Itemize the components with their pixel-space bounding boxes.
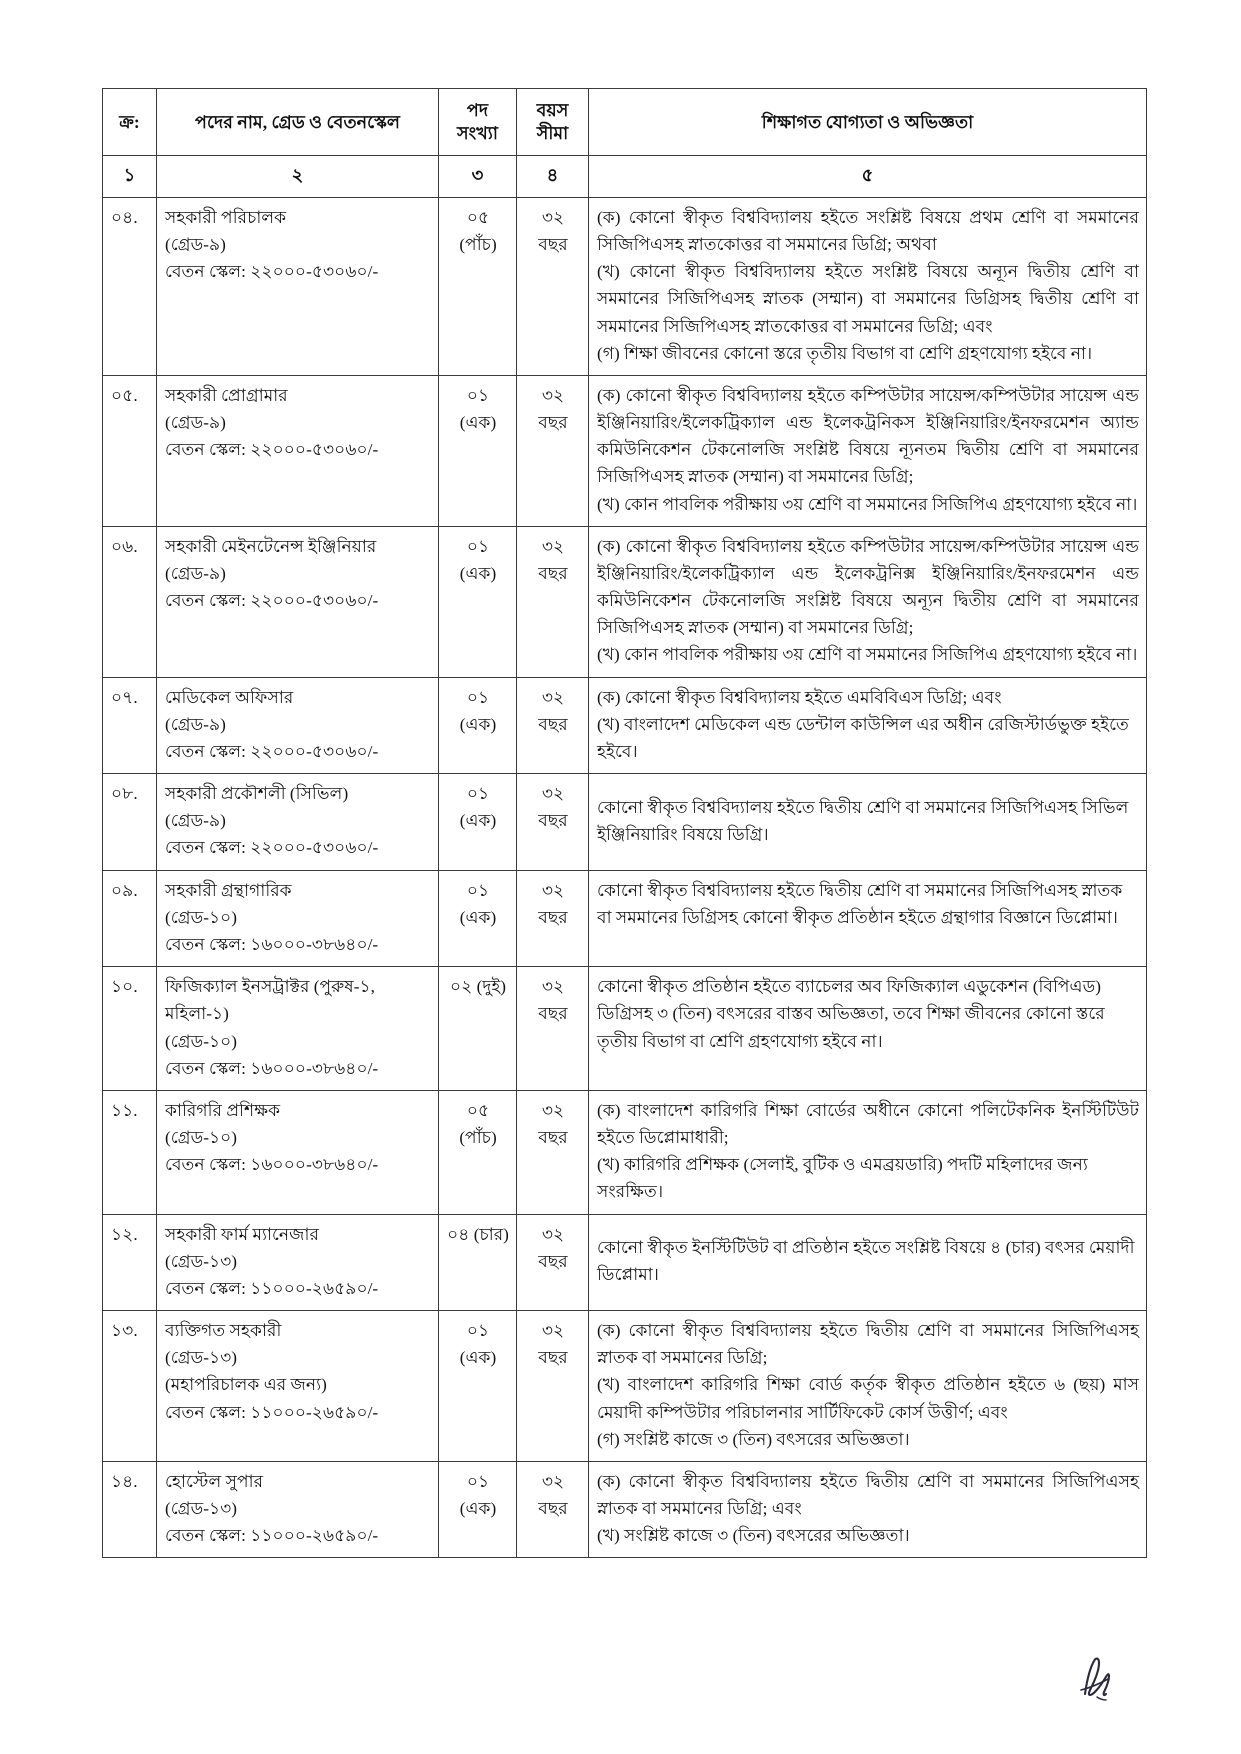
header-age-line1: বয়স bbox=[536, 100, 569, 120]
age-unit: বছর bbox=[538, 1128, 568, 1148]
header-count-line1: পদ bbox=[466, 100, 489, 120]
table-column-number-row bbox=[103, 156, 1147, 197]
cell-post-count: ০৫ (পাঁচ) bbox=[439, 197, 517, 375]
cell-post-count: ০১ (এক) bbox=[439, 774, 517, 871]
post-post-name: মেডিকেল অফিসার bbox=[165, 687, 294, 707]
post-post-name: সহকারী মেইনটেনেন্স ইঞ্জিনিয়ার bbox=[165, 536, 377, 556]
table-row bbox=[103, 774, 1147, 871]
handwritten-signature bbox=[1075, 1650, 1185, 1710]
post-post-scale: বেতন স্কেল: ২২০০০-৫৩০৬০/- bbox=[165, 741, 379, 761]
qualification-clause: (খ) কোনো স্বীকৃত বিশ্ববিদ্যালয় হইতে সংশ্লিষ্ট বিষয়ে অন্যূন দ্বিতীয় শ্রেণি বা সমমানের সিজিপিএসহ স্নাতক (সম্মান) বা সমমানের ডিগ্রিসহ দ্বিতীয় শ্রেণি বা সমমানের সিজিপিএসহ স্নাতকোত্তর বা সমমানের ডিগ্রি; এবং bbox=[597, 262, 1139, 336]
age-value: ৩২ bbox=[541, 977, 565, 997]
post-post-grade: (গ্রেড-১০) bbox=[165, 907, 237, 927]
post-post-grade: (গ্রেড-১৩) bbox=[165, 1499, 237, 1519]
qualification-clause: (ক) বাংলাদেশ কারিগরি শিক্ষা বোর্ডের অধীনে কোনো পলিটেকনিক ইনস্টিটিউট হইতে ডিপ্লোমাধারী; bbox=[597, 1100, 1139, 1148]
post-post-scale: বেতন স্কেল: ২২০০০-৫৩০৬০/- bbox=[165, 440, 379, 460]
signature-icon bbox=[1075, 1650, 1185, 1710]
post-post-scale: বেতন স্কেল: ১১০০০-২৬৫৯০/- bbox=[165, 1402, 379, 1422]
qualification-clause: কোনো স্বীকৃত প্রতিষ্ঠান হইতে ব্যাচেলর অব ফিজিক্যাল এডুকেশন (বিপিএড) ডিগ্রিসহ ৩ (তিন) বৎসরের বাস্তব অভিজ্ঞতা, তবে শিক্ষা জীবনের কোনো স্তরে তৃতীয় বিভাগ বা শ্রেণি গ্রহণযোগ্য হইবে না। bbox=[597, 977, 1105, 1051]
cell-post-count: ০১ (এক) bbox=[439, 1461, 517, 1558]
cell-post-details bbox=[157, 375, 439, 526]
colnum-serial: ১ bbox=[103, 156, 157, 197]
cell-serial: ১৩. bbox=[103, 1311, 157, 1462]
cell-serial: ১০. bbox=[103, 967, 157, 1091]
cell-age-limit bbox=[517, 1214, 589, 1311]
cell-serial: ১৪. bbox=[103, 1461, 157, 1558]
cell-serial: ০৪. bbox=[103, 197, 157, 375]
cell-post-details bbox=[157, 677, 439, 774]
post-post-grade: (গ্রেড-১০) bbox=[165, 1031, 237, 1051]
cell-serial: ০৫. bbox=[103, 375, 157, 526]
cell-serial: ১২. bbox=[103, 1214, 157, 1311]
age-unit: বছর bbox=[538, 714, 568, 734]
cell-post-details bbox=[157, 774, 439, 871]
qualification-clause: কোনো স্বীকৃত ইনস্টিটিউট বা প্রতিষ্ঠান হইতে সংশ্লিষ্ট বিষয়ে ৪ (চার) বৎসর মেয়াদী ডিপ্লোমা। bbox=[597, 1238, 1135, 1285]
qualification-clause: (খ) সংশ্লিষ্ট কাজে ৩ (তিন) বৎসরের অভিজ্ঞতা। bbox=[597, 1526, 910, 1546]
header-cell-serial: ক্র: bbox=[103, 89, 157, 156]
cell-age-limit bbox=[517, 774, 589, 871]
qualification-clause: (খ) কোন পাবলিক পরীক্ষায় ৩য় শ্রেণি বা সমমানের সিজিপিএ গ্রহণযোগ্য হইবে না। bbox=[597, 494, 1138, 514]
post-post-name: সহকারী ফার্ম ম্যানেজার bbox=[165, 1224, 319, 1244]
post-post-grade: (গ্রেড-৯) bbox=[165, 413, 226, 433]
age-unit: বছর bbox=[538, 907, 568, 927]
qualification-clause: (গ) শিক্ষা জীবনের কোনো স্তরে তৃতীয় বিভাগ বা শ্রেণি গ্রহণযোগ্য হইবে না। bbox=[597, 343, 1093, 363]
age-unit: বছর bbox=[538, 563, 568, 583]
qualification-clause: (খ) কারিগরি প্রশিক্ষক (সেলাই, বুটিক ও এমব্রয়ডারি) পদটি মহিলাদের জন্য সংরক্ষিত। bbox=[597, 1155, 1088, 1202]
post-post-grade: (গ্রেড-৯) bbox=[165, 811, 226, 831]
qualification-clause: (খ) কোন পাবলিক পরীক্ষায় ৩য় শ্রেণি বা সমমানের সিজিপিএ গ্রহণযোগ্য হইবে না। bbox=[597, 645, 1138, 665]
post-post-name: হোস্টেল সুপার bbox=[165, 1471, 264, 1491]
cell-age-limit: ৩২ বছর bbox=[517, 375, 589, 526]
cell-age-limit bbox=[517, 1311, 589, 1462]
age-value: ৩২ bbox=[541, 1224, 565, 1244]
colnum-qualification: ৫ bbox=[589, 156, 1147, 197]
header-age-line2: সীমা bbox=[536, 123, 569, 144]
table-row bbox=[103, 677, 1147, 774]
table-row bbox=[103, 967, 1147, 1091]
colnum-count: ৩ bbox=[439, 156, 517, 197]
cell-serial: ১১. bbox=[103, 1090, 157, 1214]
post-post-grade: (গ্রেড-১৩) bbox=[165, 1348, 237, 1368]
colnum-post: ২ bbox=[157, 156, 439, 197]
cell-qualification bbox=[589, 1461, 1147, 1558]
age-unit: বছর bbox=[538, 1251, 568, 1271]
cell-post-count: ০১ (এক) bbox=[439, 870, 517, 967]
cell-age-limit: ৩২ বছর bbox=[517, 197, 589, 375]
cell-qualification bbox=[589, 677, 1147, 774]
age-value: ৩২ bbox=[541, 1100, 565, 1120]
cell-qualification bbox=[589, 967, 1147, 1091]
header-count-line2: সংখ্যা bbox=[457, 123, 498, 144]
cell-post-count: ০৫ (পাঁচ) bbox=[439, 1090, 517, 1214]
qualification-clause: (ক) কোনো স্বীকৃত বিশ্ববিদ্যালয় হইতে দ্বিতীয় শ্রেণি বা সমমানের সিজিপিএসহ স্নাতক বা সমমানের ডিগ্রি; এবং bbox=[597, 1471, 1139, 1519]
post-post-scale: বেতন স্কেল: ১৬০০০-৩৮৬৪০/- bbox=[165, 1058, 379, 1078]
cell-post-details bbox=[157, 1311, 439, 1462]
post-post-scale: বেতন স্কেল: ২২০০০-৫৩০৬০/- bbox=[165, 262, 379, 282]
qualification-clause: কোনো স্বীকৃত বিশ্ববিদ্যালয় হইতে দ্বিতীয় শ্রেণি বা সমমানের সিজিপিএসহ স্নাতক বা সমমানের ডিগ্রিসহ কোনো স্বীকৃত প্রতিষ্ঠান হইতে গ্রন্থাগার বিজ্ঞানে ডিপ্লোমা। bbox=[597, 880, 1123, 927]
cell-post-details bbox=[157, 526, 439, 677]
qualification-clause: (খ) বাংলাদেশ মেডিকেল এন্ড ডেন্টাল কাউন্সিল এর অধীন রেজিস্টার্ডভুক্ত হইতে হইবে। bbox=[597, 714, 1129, 761]
age-unit: বছর bbox=[538, 1348, 568, 1368]
qualification-clause: (ক) কোনো স্বীকৃত বিশ্ববিদ্যালয় হইতে কম্পিউটার সায়েন্স/কম্পিউটার সায়েন্স এন্ড ইঞ্জিনিয়ারিং/ইলেকট্রিক্যাল এন্ড ইলেকট্রনিকস ইঞ্জিনিয়ারিং/ইনফরমেশন অ্যান্ড কমিউনিকেশন টেকনোলজি সংশ্লিষ্ট বিষয়ে ন্যূনতম দ্বিতীয় শ্রেণি বা সমমানের সিজিপিএসহ স্নাতক (সম্মান) বা সমমানের ডিগ্রি; bbox=[597, 385, 1139, 487]
post-post-scale: বেতন স্কেল: ১৬০০০-৩৮৬৪০/- bbox=[165, 935, 379, 954]
cell-age-limit bbox=[517, 870, 589, 967]
colnum-age: ৪ bbox=[517, 156, 589, 197]
cell-serial: ০৯. bbox=[103, 870, 157, 967]
cell-serial: ০৬. bbox=[103, 526, 157, 677]
post-post-name: সহকারী প্রকৌশলী (সিভিল) bbox=[165, 784, 349, 804]
cell-post-count: ০১ (এক) bbox=[439, 375, 517, 526]
post-post-scale: বেতন স্কেল: ১৬০০০-৩৮৬৪০/- bbox=[165, 1155, 379, 1175]
post-post-scale: বেতন স্কেল: ১১০০০-২৬৫৯০/- bbox=[165, 1278, 379, 1298]
post-post-name: সহকারী গ্রন্থাগারিক bbox=[165, 880, 292, 900]
age-value: ৩২ bbox=[541, 880, 565, 900]
table-row bbox=[103, 1461, 1147, 1558]
job-circular-table-container bbox=[102, 88, 1146, 1558]
job-circular-table bbox=[102, 88, 1147, 1558]
cell-age-limit bbox=[517, 1090, 589, 1214]
age-value: ৩২ bbox=[541, 1321, 565, 1341]
cell-post-count: ০৪ (চার) bbox=[439, 1214, 517, 1311]
cell-qualification bbox=[589, 1214, 1147, 1311]
cell-qualification bbox=[589, 870, 1147, 967]
post-post-name: সহকারী প্রোগ্রামার bbox=[165, 385, 288, 405]
table-row bbox=[103, 1090, 1147, 1214]
cell-age-limit bbox=[517, 526, 589, 677]
cell-post-details bbox=[157, 197, 439, 375]
table-row bbox=[103, 197, 1147, 375]
post-post-name2: মহিলা-১) bbox=[165, 1004, 229, 1024]
qualification-clause: (খ) বাংলাদেশ কারিগরি শিক্ষা বোর্ড কর্তৃক স্বীকৃত প্রতিষ্ঠান হইতে ৬ (ছয়) মাস মেয়াদী কম্পিউটার পরিচালনার সার্টিফিকেট কোর্স উত্তীর্ণ; এবং bbox=[597, 1375, 1139, 1422]
post-post-scale: বেতন স্কেল: ২২০০০-৫৩০৬০/- bbox=[165, 591, 379, 611]
cell-age-limit bbox=[517, 1461, 589, 1558]
header-cell-post: পদের নাম, গ্রেড ও বেতনস্কেল bbox=[157, 89, 439, 156]
cell-post-details bbox=[157, 967, 439, 1091]
cell-post-count: ০১ (এক) bbox=[439, 1311, 517, 1462]
table-row bbox=[103, 375, 1147, 526]
qualification-clause: কোনো স্বীকৃত বিশ্ববিদ্যালয় হইতে দ্বিতীয় শ্রেণি বা সমমানের সিজিপিএসহ সিভিল ইঞ্জিনিয়ারিং বিষয়ে ডিগ্রি। bbox=[597, 797, 1129, 844]
qualification-clause: (ক) কোনো স্বীকৃত বিশ্ববিদ্যালয় হইতে সংশ্লিষ্ট বিষয়ে প্রথম শ্রেণি বা সমমানের সিজিপিএসহ স্নাতকোত্তর বা সমমানের ডিগ্রি; অথবা bbox=[597, 207, 1139, 255]
cell-serial: ০৭. bbox=[103, 677, 157, 774]
header-cell-qualification: শিক্ষাগত যোগ্যতা ও অভিজ্ঞতা bbox=[589, 89, 1147, 156]
cell-age-limit bbox=[517, 967, 589, 1091]
cell-age-limit bbox=[517, 677, 589, 774]
post-post-name: কারিগরি প্রশিক্ষক bbox=[165, 1100, 281, 1120]
cell-serial: ০৮. bbox=[103, 774, 157, 871]
post-post-name: ফিজিক্যাল ইনসট্রাক্টর (পুরুষ-১, bbox=[165, 977, 375, 997]
post-post-name: ব্যক্তিগত সহকারী bbox=[165, 1321, 282, 1341]
qualification-clause: (ক) কোনো স্বীকৃত বিশ্ববিদ্যালয় হইতে এমবিবিএস ডিগ্রি; এবং bbox=[597, 687, 1002, 707]
cell-post-details bbox=[157, 1214, 439, 1311]
age-value: ৩২ bbox=[541, 536, 565, 556]
cell-post-details bbox=[157, 870, 439, 967]
cell-post-count: ০১ (এক) bbox=[439, 677, 517, 774]
post-post-name: সহকারী পরিচালক bbox=[165, 207, 287, 227]
post-post-grade: (গ্রেড-১০) bbox=[165, 1128, 237, 1148]
cell-qualification bbox=[589, 1311, 1147, 1462]
qualification-clause: (ক) কোনো স্বীকৃত বিশ্ববিদ্যালয় হইতে কম্পিউটার সায়েন্স/কম্পিউটার সায়েন্স এন্ড ইঞ্জিনিয়ারিং/ইলেকট্রিক্যাল এন্ড ইলেকট্রনিক্স ইঞ্জিনিয়ারিং/ইনফরমেশন এন্ড কমিউনিকেশন টেকনোলজি সংশ্লিষ্ট বিষয়ে অন্যূন দ্বিতীয় শ্রেণি বা সমমানের সিজিপিএসহ স্নাতক (সম্মান) বা সমমানের ডিগ্রি; bbox=[597, 536, 1139, 638]
post-post-note: (মহাপরিচালক এর জন্য) bbox=[165, 1375, 327, 1395]
cell-qualification bbox=[589, 1090, 1147, 1214]
cell-post-count: ০২ (দুই) bbox=[439, 967, 517, 1091]
post-post-grade: (গ্রেড-১৩) bbox=[165, 1251, 237, 1271]
post-post-grade: (গ্রেড-৯) bbox=[165, 235, 226, 255]
cell-post-details bbox=[157, 1090, 439, 1214]
post-post-scale: বেতন স্কেল: ১১০০০-২৬৫৯০/- bbox=[165, 1526, 379, 1546]
age-unit: বছর bbox=[538, 1499, 568, 1519]
table-row bbox=[103, 526, 1147, 677]
age-unit: বছর bbox=[538, 811, 568, 831]
cell-qualification bbox=[589, 197, 1147, 375]
post-post-scale: বেতন স্কেল: ২২০০০-৫৩০৬০/- bbox=[165, 838, 379, 858]
cell-qualification bbox=[589, 375, 1147, 526]
cell-post-details bbox=[157, 1461, 439, 1558]
table-header-row bbox=[103, 89, 1147, 156]
header-cell-age bbox=[517, 89, 589, 156]
cell-post-count: ০১ (এক) bbox=[439, 526, 517, 677]
header-cell-count bbox=[439, 89, 517, 156]
cell-qualification bbox=[589, 526, 1147, 677]
qualification-clause: (গ) সংশ্লিষ্ট কাজে ৩ (তিন) বৎসরের অভিজ্ঞতা। bbox=[597, 1429, 910, 1449]
age-value: ৩২ bbox=[541, 1471, 565, 1491]
qualification-clause: (ক) কোনো স্বীকৃত বিশ্ববিদ্যালয় হইতে দ্বিতীয় শ্রেণি বা সমমানের সিজিপিএসহ স্নাতক বা সমমানের ডিগ্রি; bbox=[597, 1321, 1139, 1368]
cell-qualification bbox=[589, 774, 1147, 871]
table-row bbox=[103, 1214, 1147, 1311]
table-row bbox=[103, 870, 1147, 967]
age-value: ৩২ bbox=[541, 687, 565, 707]
table-row bbox=[103, 1311, 1147, 1462]
age-value: ৩২ bbox=[541, 784, 565, 804]
post-post-grade: (গ্রেড-৯) bbox=[165, 563, 226, 583]
post-post-grade: (গ্রেড-৯) bbox=[165, 714, 226, 734]
age-unit: বছর bbox=[538, 1004, 568, 1024]
